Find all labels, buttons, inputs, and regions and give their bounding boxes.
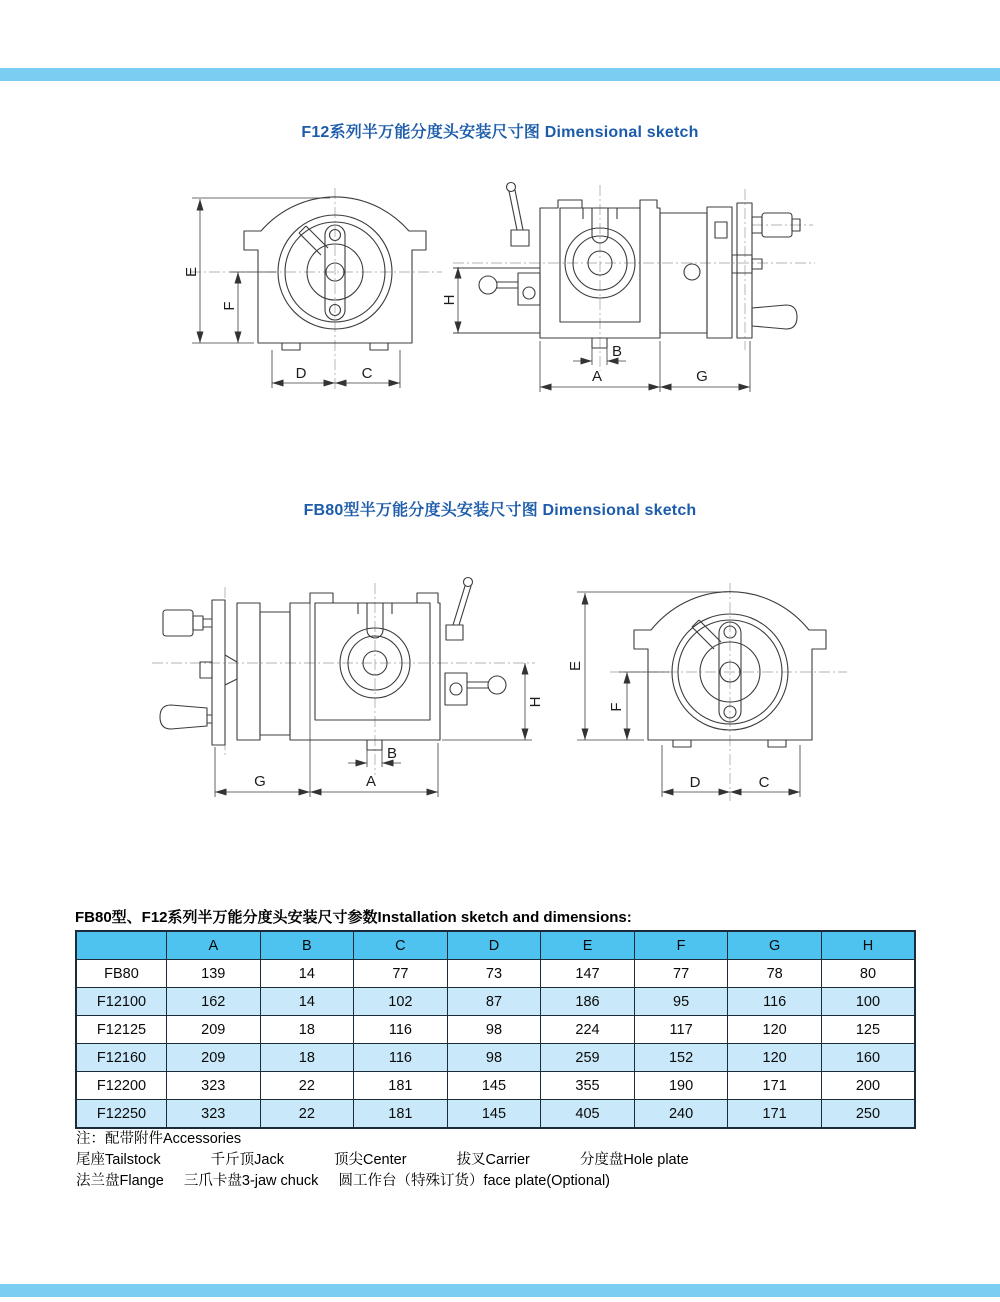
lower-handle <box>160 705 207 729</box>
column-header-F: F <box>634 931 728 960</box>
dim-label-E: E <box>183 266 200 278</box>
side-handle-knob <box>479 276 497 294</box>
dimension-lines <box>215 603 532 797</box>
notes-line2 <box>76 1150 689 1171</box>
value-cell: 147 <box>541 960 635 988</box>
dim-label-A: A <box>365 773 377 790</box>
f12-side-view-drawing <box>441 175 825 410</box>
value-cell: 171 <box>728 1072 822 1100</box>
value-cell: 22 <box>260 1072 354 1100</box>
table-row-F12250 <box>76 1100 915 1129</box>
body-outline <box>160 578 506 751</box>
lower-handle <box>752 305 797 329</box>
value-cell: 171 <box>728 1100 822 1129</box>
value-cell: 120 <box>728 1044 822 1072</box>
dim-label-H: H <box>527 696 544 708</box>
value-cell: 100 <box>821 988 915 1016</box>
value-cell: 259 <box>541 1044 635 1072</box>
model-cell: F12160 <box>76 1044 167 1072</box>
dim-label-E: E <box>567 660 584 672</box>
dim-label-B: B <box>612 343 623 360</box>
dim-label-D: D <box>295 365 307 382</box>
value-cell: 405 <box>541 1100 635 1129</box>
value-cell: 145 <box>447 1100 541 1129</box>
value-cell: 116 <box>728 988 822 1016</box>
value-cell: 117 <box>634 1016 728 1044</box>
dim-label-F: F <box>608 702 625 712</box>
value-cell: 200 <box>821 1072 915 1100</box>
column-header-B: B <box>260 931 354 960</box>
body-outline <box>453 183 800 349</box>
table-row-F12125 <box>76 1016 915 1044</box>
accessory-item: 千斤顶Jack <box>210 1152 284 1168</box>
dim-label-B: B <box>387 745 398 762</box>
value-cell: 139 <box>167 960 261 988</box>
value-cell: 181 <box>354 1072 448 1100</box>
locking-pin <box>299 226 328 255</box>
centerlines <box>453 185 815 371</box>
value-cell: 323 <box>167 1100 261 1129</box>
accessory-item: 尾座Tailstock <box>76 1152 161 1168</box>
value-cell: 77 <box>634 960 728 988</box>
table-title: FB80型、F12系列半万能分度头安装尺寸参数Installation sketch and dimensions: <box>75 909 632 926</box>
value-cell: 98 <box>447 1016 541 1044</box>
fb80-front-view-drawing <box>555 575 855 815</box>
accessory-item: 圆工作台（特殊订货）face plate(Optional) <box>338 1173 611 1189</box>
base-key-stub <box>592 338 607 348</box>
value-cell: 120 <box>728 1016 822 1044</box>
value-cell: 14 <box>260 960 354 988</box>
value-cell: 78 <box>728 960 822 988</box>
side-handle-knob <box>488 676 506 694</box>
dimension-lines <box>577 592 800 797</box>
value-cell: 162 <box>167 988 261 1016</box>
value-cell: 240 <box>634 1100 728 1129</box>
dim-label-D: D <box>689 774 701 791</box>
fb80-side-view-drawing <box>140 575 550 815</box>
crank-handle <box>163 610 193 636</box>
table-header-row <box>76 931 915 960</box>
value-cell: 116 <box>354 1016 448 1044</box>
accessory-item: 分度盘Hole plate <box>579 1152 689 1168</box>
dimensions-table <box>75 930 916 1129</box>
f12-front-view-drawing <box>180 180 450 408</box>
dim-label-H: H <box>441 294 458 306</box>
accessory-item: 三爪卡盘3-jaw chuck <box>183 1173 319 1189</box>
value-cell: 18 <box>260 1016 354 1044</box>
accessory-item: 拔叉Carrier <box>456 1152 530 1168</box>
model-cell: F12125 <box>76 1016 167 1044</box>
value-cell: 160 <box>821 1044 915 1072</box>
top-accent-bar <box>0 68 1000 81</box>
value-cell: 145 <box>447 1072 541 1100</box>
accessory-item: 顶尖Center <box>334 1152 407 1168</box>
model-cell: F12250 <box>76 1100 167 1129</box>
accessories-notes <box>76 1129 689 1192</box>
clamp-lever-ball <box>507 183 516 192</box>
value-cell: 323 <box>167 1072 261 1100</box>
value-cell: 95 <box>634 988 728 1016</box>
table-corner-cell <box>76 931 167 960</box>
column-header-A: A <box>167 931 261 960</box>
accessory-item: 法兰盘Flange <box>76 1173 164 1189</box>
dim-label-C: C <box>361 365 373 382</box>
value-cell: 116 <box>354 1044 448 1072</box>
column-header-E: E <box>541 931 635 960</box>
clamp-lever-ball <box>464 578 473 587</box>
value-cell: 80 <box>821 960 915 988</box>
model-cell: F12100 <box>76 988 167 1016</box>
dim-label-G: G <box>696 368 708 385</box>
notes-line1: 注：配带附件Accessories <box>76 1131 242 1147</box>
value-cell: 181 <box>354 1100 448 1129</box>
bottom-accent-bar <box>0 1284 1000 1297</box>
dim-label-C: C <box>758 774 770 791</box>
column-header-C: C <box>354 931 448 960</box>
value-cell: 152 <box>634 1044 728 1072</box>
value-cell: 125 <box>821 1016 915 1044</box>
model-cell: FB80 <box>76 960 167 988</box>
dim-label-A: A <box>591 368 603 385</box>
value-cell: 190 <box>634 1072 728 1100</box>
value-cell: 186 <box>541 988 635 1016</box>
column-header-H: H <box>821 931 915 960</box>
value-cell: 355 <box>541 1072 635 1100</box>
value-cell: 77 <box>354 960 448 988</box>
column-header-D: D <box>447 931 541 960</box>
value-cell: 102 <box>354 988 448 1016</box>
value-cell: 98 <box>447 1044 541 1072</box>
table-row-F12200 <box>76 1072 915 1100</box>
column-header-G: G <box>728 931 822 960</box>
section-title-f12: F12系列半万能分度头安装尺寸图 Dimensional sketch <box>301 124 699 141</box>
value-cell: 18 <box>260 1044 354 1072</box>
dim-label-F: F <box>221 301 238 311</box>
index-plate <box>707 207 732 338</box>
table-row-F12160 <box>76 1044 915 1072</box>
value-cell: 14 <box>260 988 354 1016</box>
section-title-fb80: FB80型半万能分度头安装尺寸图 Dimensional sketch <box>303 502 697 519</box>
table-row-FB80 <box>76 960 915 988</box>
value-cell: 87 <box>447 988 541 1016</box>
index-plate <box>237 603 260 740</box>
value-cell: 209 <box>167 1044 261 1072</box>
value-cell: 22 <box>260 1100 354 1129</box>
value-cell: 250 <box>821 1100 915 1129</box>
notes-line3 <box>76 1171 689 1192</box>
base-key-stub <box>367 740 382 750</box>
value-cell: 224 <box>541 1016 635 1044</box>
dim-label-G: G <box>254 773 266 790</box>
model-cell: F12200 <box>76 1072 167 1100</box>
table-row-F12100 <box>76 988 915 1016</box>
value-cell: 209 <box>167 1016 261 1044</box>
value-cell: 73 <box>447 960 541 988</box>
